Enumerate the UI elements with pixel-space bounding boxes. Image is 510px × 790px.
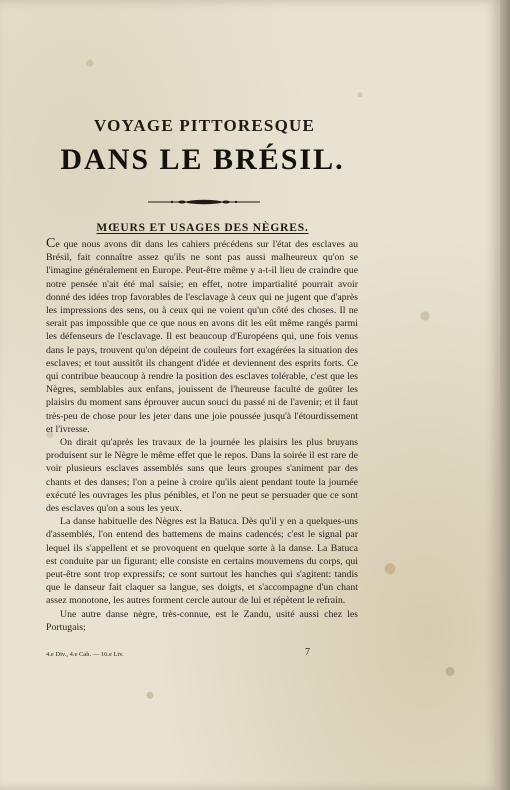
body-text	[46, 237, 358, 634]
ornamental-rule	[148, 199, 260, 205]
title-line-1: VOYAGE PITTORESQUE	[93, 116, 316, 135]
paragraph: La danse habituelle des Nègres est la Batuca. Dès qu'il y en a quelques-uns d'assemblés, l'on entend des battemens de mains cadencés; c'est le signal par lequel ils s'appellent et se provoquent en quelque sorte à la danse. La Batuca est conduite par un figurant; elle consiste en certains mouvemens du corps, qui peut-être sont trop expressifs; ce sont surtout les hanches qui s'agitent: tandis que le danseur fait claquer sa langue, ses doigts, et s'accompagne d'un chant assez monotone, les autres forment cercle autour de lui et répètent le refrain.	[46, 516, 358, 607]
paragraph: Une autre danse nègre, très-connue, est le Zandu, usité aussi chez les Portugais;	[46, 608, 358, 633]
title-line-2: DANS LE BRÉSIL.	[60, 143, 345, 176]
section-title: MŒURS ET USAGES DES NÈGRES.	[96, 222, 309, 234]
page-edge	[500, 0, 510, 790]
paragraph: On dirait qu'après les travaux de la journée les plaisirs les plus bruyans produisent sur le Nègre le même effet que le repos. Dans la soirée il est rare de voir plusieurs esclaves assemblés sans que leurs groupes s'animent par des chants et des danses; l'on a peine à croire qu'ils aient pendant toute la journée exécuté les ouvrages les plus pénibles, et l'on ne peut se persuader que ce sont des esclaves qu'on a sous les yeux.	[46, 437, 358, 515]
page-footer	[46, 648, 358, 662]
footer-signature: 4.e Div., 4.e Cah. — 16.e Liv.	[46, 651, 124, 658]
paragraph: Ce que nous avons dit dans les cahiers précédens sur l'état des esclaves au Brésil, fait connaître assez qu'ils ne sont pas aussi malheureux qu'on se l'imagine généralement en Europe. Peut-être même y a-t-il lieu de craindre que notre pensée n'ait été mal saisie; en effet, notre impartialité pourrait avoir donné des idées trop favorables de l'esclavage à ceux qui ne jugent que d'après les impressions des sens, ou à ceux qui ne voient qu'un côté des choses. Il ne serait pas impossible que ce que nous en avons dit les eût même rangés parmi les défenseurs de l'esclavage. Il est beaucoup d'Européens qui, une fois venus dans le pays, trouvent qu'on dépeint de couleurs fort exagérées la situation des esclaves; et tout aussitôt ils changent d'idée et deviennent des esprits forts. Ce qui contribue beaucoup à rendre la position des esclaves tolérable, c'est que les Nègres, semblables aux enfans, jouissent de l'heureuse faculté de goûter les plaisirs du moment sans éprouver aucun souci du passé ni de l'avenir; et il faut très-peu de chose pour les jeter dans une joie poussée jusqu'à l'étourdissement et l'ivresse.	[46, 236, 358, 435]
page-number: 7	[305, 647, 310, 658]
